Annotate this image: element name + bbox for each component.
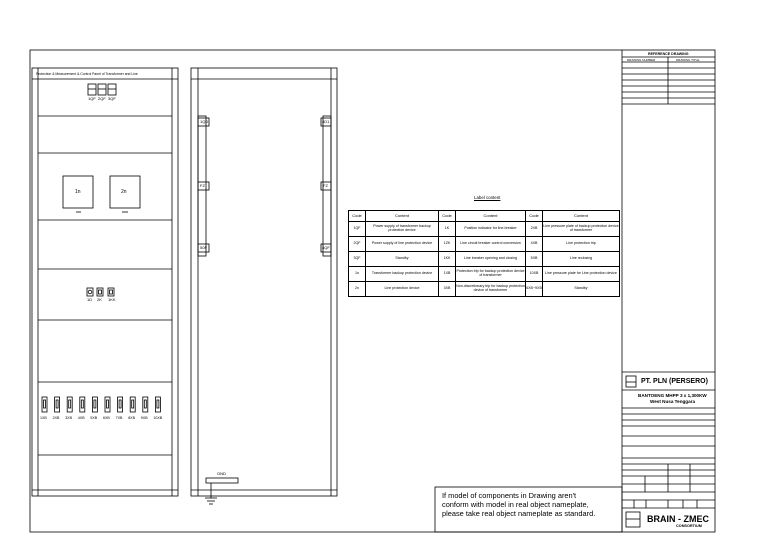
table-row bbox=[349, 252, 620, 267]
table-cell: 1n bbox=[349, 267, 366, 282]
terminal-label: 2XB bbox=[52, 416, 60, 420]
header-content-1: Content bbox=[366, 211, 439, 222]
table-cell: Line breaker opening and closing bbox=[456, 252, 526, 267]
table-cell: Standby bbox=[543, 282, 620, 297]
terminal-plates bbox=[42, 397, 160, 412]
table-cell: Protection trip for backup protection device of transformer bbox=[456, 267, 526, 282]
header-code-1: Code bbox=[349, 211, 366, 222]
device-label-1: 1D bbox=[87, 297, 93, 302]
table-cell: Transformer backup protection device bbox=[366, 267, 439, 282]
terminal-label: 8XB bbox=[128, 416, 135, 420]
table-cell: 6XB~9XB bbox=[526, 282, 543, 297]
ground-label: GND bbox=[217, 471, 226, 476]
table-cell: Line pressure plate of backup protection device of transformer bbox=[543, 222, 620, 237]
top-breakers bbox=[88, 84, 116, 95]
table-cell: 1ZK bbox=[439, 237, 456, 252]
terminal-plate-slot bbox=[107, 400, 109, 408]
terminal-plate bbox=[105, 397, 110, 412]
terminal-label: 3XB bbox=[65, 416, 72, 420]
terminal-plate-slot bbox=[44, 400, 46, 408]
header-content-2: Content bbox=[456, 211, 526, 222]
relay-label-1n: 1n bbox=[75, 189, 81, 195]
middle-devices bbox=[87, 288, 114, 296]
side-label-left-1: 1QD bbox=[200, 119, 209, 124]
table-cell: 1K bbox=[439, 222, 456, 237]
reference-col-number: DRAWING NUMBER bbox=[627, 58, 656, 62]
table-cell: 4XB bbox=[526, 237, 543, 252]
terminal-plate bbox=[155, 397, 160, 412]
table-cell: 1QF bbox=[349, 222, 366, 237]
terminal-label: 6XB bbox=[103, 416, 110, 420]
terminal-plate-slot bbox=[94, 400, 96, 408]
ground-bar bbox=[206, 478, 238, 483]
terminal-label: 5XB bbox=[90, 416, 98, 420]
table-row bbox=[349, 282, 620, 297]
terminal-plate-slot bbox=[132, 400, 134, 408]
terminal-plate bbox=[42, 397, 47, 412]
table-cell: Line protection device bbox=[366, 282, 439, 297]
device-label-3: 1KK bbox=[108, 297, 116, 302]
header-code-2: Code bbox=[439, 211, 456, 222]
table-cell: 1XB bbox=[439, 267, 456, 282]
note-line-3: please take real object nameplate as standard. bbox=[442, 509, 596, 518]
side-label-left-3: 50F bbox=[200, 245, 207, 250]
table-cell: 2QF bbox=[349, 237, 366, 252]
table-row bbox=[349, 267, 620, 282]
side-panel-outer bbox=[191, 68, 337, 496]
terminal-plate bbox=[118, 397, 123, 412]
note-line-1: If model of components in Drawing aren't bbox=[442, 491, 577, 500]
table-cell: 2n bbox=[349, 282, 366, 297]
table-row bbox=[349, 222, 620, 237]
note-line-2: conform with model in real object nameplate, bbox=[442, 500, 589, 509]
terminal-plate-slot bbox=[56, 400, 58, 408]
terminal-label: 4XB bbox=[77, 416, 85, 420]
header-content-3: Content bbox=[543, 211, 620, 222]
company-name: PT. PLN (PERSERO) bbox=[641, 378, 708, 385]
breaker-label-3: 3QF bbox=[108, 96, 116, 101]
terminal-plate-slot bbox=[69, 400, 71, 408]
reference-col-title: DRAWING TITLE bbox=[676, 58, 700, 62]
device-label-2: 2K bbox=[97, 297, 102, 302]
nameplate-note bbox=[442, 491, 632, 518]
table-cell: Power supply of line protection device bbox=[366, 237, 439, 252]
terminal-plate bbox=[80, 397, 85, 412]
table-cell: 3QF bbox=[349, 252, 366, 267]
table-cell: Position indicator for line breaker bbox=[456, 222, 526, 237]
terminal-plate-slot bbox=[81, 400, 83, 408]
breaker-label-1: 1QF bbox=[88, 96, 96, 101]
terminal-plate bbox=[143, 397, 148, 412]
relay-label-2n: 2n bbox=[121, 189, 127, 195]
table-cell: 2XB bbox=[526, 222, 543, 237]
table-cell: 10XB bbox=[526, 267, 543, 282]
table-cell: Power supply of transformer backup protection device bbox=[366, 222, 439, 237]
table-title: Label content bbox=[474, 195, 501, 200]
terminal-plate-slot bbox=[157, 400, 159, 408]
table-cell: Non-discretionary trip for backup protection device of transformer bbox=[456, 282, 526, 297]
terminal-label: 9XB bbox=[140, 416, 148, 420]
project-location: West Nusa Tenggara bbox=[650, 399, 696, 404]
panel-title: Protection & Measurement & Control Panel of Transformer and Line bbox=[36, 72, 138, 76]
terminal-plate bbox=[55, 397, 60, 412]
terminal-label: 1XB bbox=[40, 416, 47, 420]
side-label-right-2: FZ bbox=[323, 183, 328, 188]
project-title: BANTOENG MHPP 3 x 1,300KW bbox=[638, 393, 707, 398]
table-cell: 5XB bbox=[526, 252, 543, 267]
reference-header: REFERENCE DRAWING bbox=[648, 52, 689, 56]
terminal-plate bbox=[67, 397, 72, 412]
table-header-row bbox=[349, 211, 620, 222]
header-code-3: Code bbox=[526, 211, 543, 222]
label-content-table bbox=[348, 210, 620, 297]
table-row bbox=[349, 237, 620, 252]
terminal-plate bbox=[92, 397, 97, 412]
side-label-left-2: FZ bbox=[200, 183, 205, 188]
terminal-plate bbox=[130, 397, 135, 412]
table-cell: Line pressure plate for Line protection device bbox=[543, 267, 620, 282]
table-cell: 1KK bbox=[439, 252, 456, 267]
table-cell: Line reclosing bbox=[543, 252, 620, 267]
terminal-label: 7XB bbox=[115, 416, 123, 420]
side-label-right-3: 4QF bbox=[322, 245, 330, 250]
contractor-name: BRAIN - ZMEC bbox=[647, 514, 709, 524]
terminal-plate-slot bbox=[144, 400, 146, 408]
front-panel-outer bbox=[32, 68, 178, 496]
terminal-plate-slot bbox=[119, 400, 121, 408]
terminal-label: 10XB bbox=[153, 416, 163, 420]
side-label-right-1: 4D1 bbox=[322, 119, 330, 124]
breaker-label-2: 2QF bbox=[98, 96, 106, 101]
table-cell: Line circuit breaker control conversion bbox=[456, 237, 526, 252]
table-cell: Standby bbox=[366, 252, 439, 267]
table-cell: Line protection trip bbox=[543, 237, 620, 252]
table-cell: 3XB bbox=[439, 282, 456, 297]
consortium-label: CONSORTIUM bbox=[676, 524, 702, 528]
